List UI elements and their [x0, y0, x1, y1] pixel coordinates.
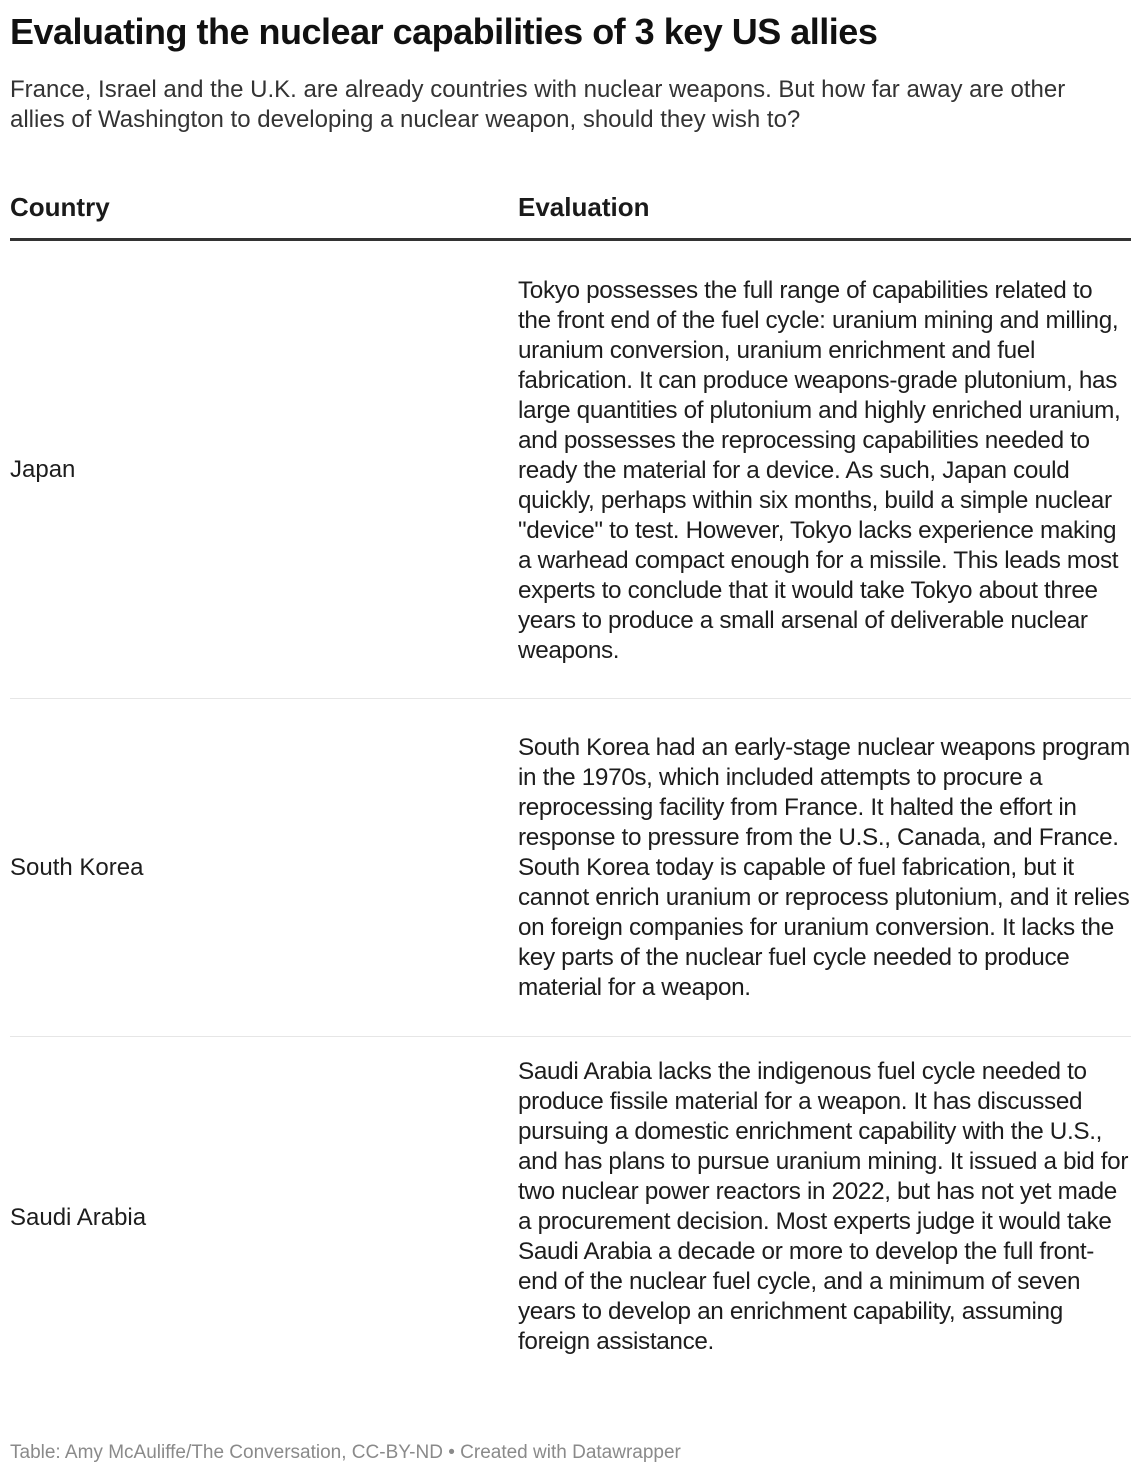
country-cell: Japan [10, 455, 76, 483]
country-cell: South Korea [10, 853, 144, 881]
column-header-country[interactable]: Country [10, 192, 110, 222]
table-row [10, 699, 1131, 1037]
table-header-row [10, 188, 1131, 241]
country-cell: Saudi Arabia [10, 1204, 147, 1231]
intro-description: France, Israel and the U.K. are already countries with nuclear weapons. But how far away are other allies of Washington to developing a nuclear weapon, should they wish to? [10, 76, 1066, 133]
source-credit: Table: Amy McAuliffe/The Conversation, CC-BY-ND • Created with Datawrapper [10, 1442, 681, 1463]
table-row [10, 1037, 1131, 1392]
table-row [10, 241, 1131, 699]
evaluation-cell: Saudi Arabia lacks the indigenous fuel cycle needed to produce fissile material for a weapon. It has discussed pursuing a domestic enrichment capability with the U.S., and has plans to pursue uranium mining. It issued a bid for two nuclear power reactors in 2022, but has not yet made a procurement decision. Most experts judge it would take Saudi Arabia a decade or more to develop the full front-end of the nuclear fuel cycle, and a minimum of seven years to develop an enrichment capability, assuming foreign assistance. [518, 1058, 1129, 1355]
evaluation-table [10, 188, 1131, 1392]
evaluation-cell: Tokyo possesses the full range of capabilities related to the front end of the fuel cycle: uranium mining and milling, uranium conversion, uranium enrichment and fuel fabrication. It can produce weapons-grade plutonium, has large quantities of plutonium and highly enriched uranium, and possesses the reprocessing capabilities needed to ready the material for a device. As such, Japan could quickly, perhaps within six months, build a simple nuclear "device" to test. However, Tokyo lacks experience making a warhead compact enough for a missile. This leads most experts to conclude that it would take Tokyo about three years to produce a small arsenal of deliverable nuclear weapons. [518, 276, 1121, 664]
evaluation-cell: South Korea had an early-stage nuclear weapons program in the 1970s, which included attempts to procure a reprocessing facility from France. It halted the effort in response to pressure from the U.S., Canada, and France. South Korea today is capable of fuel fabrication, but it cannot enrich uranium or reprocess plutonium, and it relies on foreign companies for uranium conversion. It lacks the key parts of the nuclear fuel cycle needed to produce material for a weapon. [518, 734, 1130, 1001]
page-title: Evaluating the nuclear capabilities of 3 key US allies [10, 11, 878, 52]
column-header-evaluation[interactable]: Evaluation [518, 192, 650, 222]
